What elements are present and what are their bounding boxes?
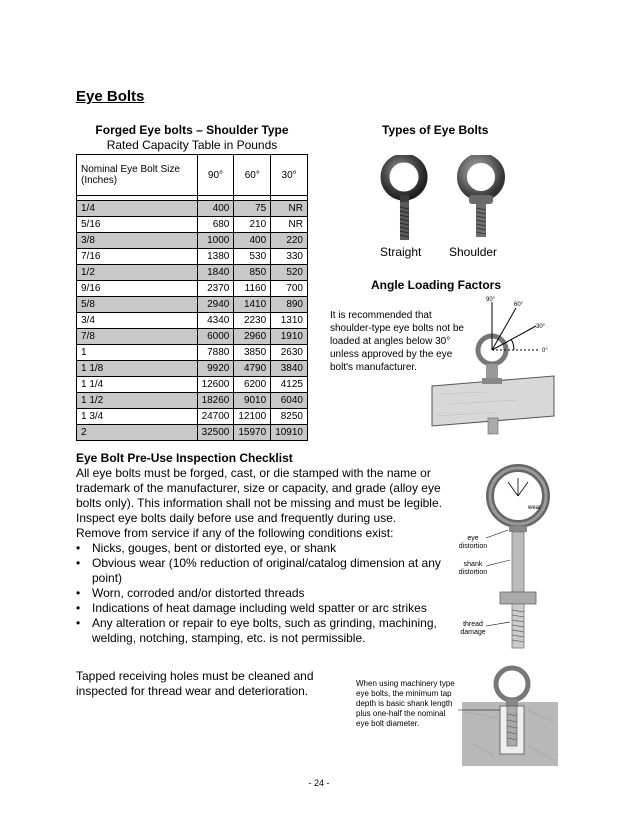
table-row <box>77 297 308 313</box>
table-row <box>77 377 308 393</box>
cell-v60: 850 <box>234 265 271 281</box>
cell-v90: 1000 <box>197 233 234 249</box>
table-row <box>77 265 308 281</box>
page-title: Eye Bolts <box>76 88 145 105</box>
cell-v90: 4340 <box>197 313 234 329</box>
cell-size: 1 <box>77 345 198 361</box>
cell-v90: 18260 <box>197 393 234 409</box>
cell-v60: 1160 <box>234 281 271 297</box>
cell-v90: 12600 <box>197 377 234 393</box>
cell-v90: 24700 <box>197 409 234 425</box>
cell-size: 1/2 <box>77 265 198 281</box>
table-row <box>77 201 308 217</box>
cell-v60: 12100 <box>234 409 271 425</box>
shoulder-label: Shoulder <box>449 245 498 259</box>
cell-v30: 8250 <box>271 409 308 425</box>
col-header-90: 90° <box>197 155 234 196</box>
cell-v30: NR <box>271 201 308 217</box>
cell-v60: 4790 <box>234 361 271 377</box>
cell-v90: 6000 <box>197 329 234 345</box>
cell-v30: 890 <box>271 297 308 313</box>
types-title: Types of Eye Bolts <box>382 123 489 137</box>
cell-v60: 75 <box>234 201 271 217</box>
cell-size: 1 1/8 <box>77 361 198 377</box>
cell-v30: 520 <box>271 265 308 281</box>
cell-v60: 2230 <box>234 313 271 329</box>
table-body <box>77 196 308 441</box>
cell-size: 5/8 <box>77 297 198 313</box>
cell-size: 3/4 <box>77 313 198 329</box>
cell-v60: 6200 <box>234 377 271 393</box>
angle-loading-text: It is recommended that shoulder-type eye bolts not be loaded at angles below 30° unless approved by the eye bolt's manufacturer. <box>330 310 464 373</box>
col-header-30: 30° <box>271 155 308 196</box>
cell-v60: 3850 <box>234 345 271 361</box>
table-row <box>77 361 308 377</box>
table-row <box>77 345 308 361</box>
shoulder-eye-bolt-image <box>455 155 511 243</box>
straight-label: Straight <box>380 245 422 259</box>
cell-size: 1 3/4 <box>77 409 198 425</box>
col-header-60: 60° <box>234 155 271 196</box>
cell-v30: 2630 <box>271 345 308 361</box>
cell-v60: 15970 <box>234 425 271 441</box>
table-subtitle: Rated Capacity Table in Pounds <box>106 138 278 152</box>
straight-eye-bolt-image <box>378 155 434 243</box>
cell-v90: 9920 <box>197 361 234 377</box>
cell-v30: 220 <box>271 233 308 249</box>
cell-v60: 1410 <box>234 297 271 313</box>
checklist-bullets <box>76 541 456 646</box>
list-item: • Nicks, gouges, bent or distorted eye, or shank <box>76 541 456 556</box>
col-header-size: Nominal Eye Bolt Size (Inches) <box>77 155 198 196</box>
table-row <box>77 281 308 297</box>
table-row <box>77 313 308 329</box>
cell-size: 9/16 <box>77 281 198 297</box>
cell-v90: 680 <box>197 217 234 233</box>
cell-v30: 1910 <box>271 329 308 345</box>
angle-30-label: 30° <box>536 324 546 330</box>
table-row <box>77 425 308 441</box>
cell-size: 1/4 <box>77 201 198 217</box>
list-item: • Obvious wear (10% reduction of original/catalog dimension at any point) <box>76 556 456 586</box>
cell-v60: 9010 <box>234 393 271 409</box>
table-row <box>77 217 308 233</box>
checklist-para-2: Inspect eye bolts daily before use and frequently during use. <box>76 511 397 525</box>
cell-size: 7/8 <box>77 329 198 345</box>
cell-size: 5/16 <box>77 217 198 233</box>
tapped-hole-diagram <box>458 662 562 768</box>
table-row <box>77 409 308 425</box>
cell-v90: 2940 <box>197 297 234 313</box>
cell-v90: 7880 <box>197 345 234 361</box>
cell-v90: 32500 <box>197 425 234 441</box>
page-number: - 24 - <box>308 778 330 788</box>
list-item: • Any alteration or repair to eye bolts, such as grinding, machining, welding, notching, stamping, etc. is not permissible. <box>76 616 456 646</box>
cell-v60: 210 <box>234 217 271 233</box>
capacity-table <box>76 154 308 441</box>
checklist-para-1: All eye bolts must be forged, cast, or die stamped with the name or trademark of the manufacturer, size or capacity, and grade (alloy eye bolts only). This information shall not be missing and must be legible. <box>76 466 442 510</box>
cell-v30: 4125 <box>271 377 308 393</box>
cell-size: 7/16 <box>77 249 198 265</box>
list-item: • Indications of heat damage including weld spatter or arc strikes <box>76 601 456 616</box>
table-row <box>77 233 308 249</box>
table-row <box>77 393 308 409</box>
checklist-body <box>76 466 456 646</box>
cell-size: 2 <box>77 425 198 441</box>
checklist-para-3: Remove from service if any of the following conditions exist: <box>76 526 394 540</box>
eye-distortion-label: eye distortion <box>458 535 488 550</box>
angle-loading-title: Angle Loading Factors <box>371 278 502 292</box>
angle-60-label: 60° <box>514 302 524 308</box>
cell-size: 1 1/4 <box>77 377 198 393</box>
cell-v90: 400 <box>197 201 234 217</box>
cell-v30: 6040 <box>271 393 308 409</box>
cell-v30: 1310 <box>271 313 308 329</box>
checklist-title: Eye Bolt Pre-Use Inspection Checklist <box>76 451 293 465</box>
cell-v60: 2960 <box>234 329 271 345</box>
cell-v30: 330 <box>271 249 308 265</box>
cell-v90: 1840 <box>197 265 234 281</box>
cell-v90: 1380 <box>197 249 234 265</box>
cell-v90: 2370 <box>197 281 234 297</box>
cell-v30: 700 <box>271 281 308 297</box>
list-item: • Worn, corroded and/or distorted threads <box>76 586 456 601</box>
angle-0-label: 0° <box>542 348 548 354</box>
cell-size: 3/8 <box>77 233 198 249</box>
tapped-holes-text: Tapped receiving holes must be cleaned and inspected for thread wear and deterioration. <box>76 669 314 698</box>
cell-v30: NR <box>271 217 308 233</box>
table-row <box>77 249 308 265</box>
cell-v60: 530 <box>234 249 271 265</box>
thread-damage-label: thread damage <box>460 621 486 636</box>
angle-90-label: 90° <box>486 297 496 303</box>
table-row <box>77 329 308 345</box>
cell-v60: 400 <box>234 233 271 249</box>
wear-label: wear <box>528 505 542 511</box>
angle-loading-diagram <box>428 294 558 444</box>
table-title: Forged Eye bolts – Shoulder Type <box>95 123 289 137</box>
cell-size: 1 1/2 <box>77 393 198 409</box>
shank-distortion-label: shank distortion <box>458 561 488 576</box>
cell-v30: 3840 <box>271 361 308 377</box>
tap-depth-note: When using machinery type eye bolts, the minimum tap depth is basic shank length plus one-half the nominal eye bolt diameter. <box>356 679 455 728</box>
cell-v30: 10910 <box>271 425 308 441</box>
